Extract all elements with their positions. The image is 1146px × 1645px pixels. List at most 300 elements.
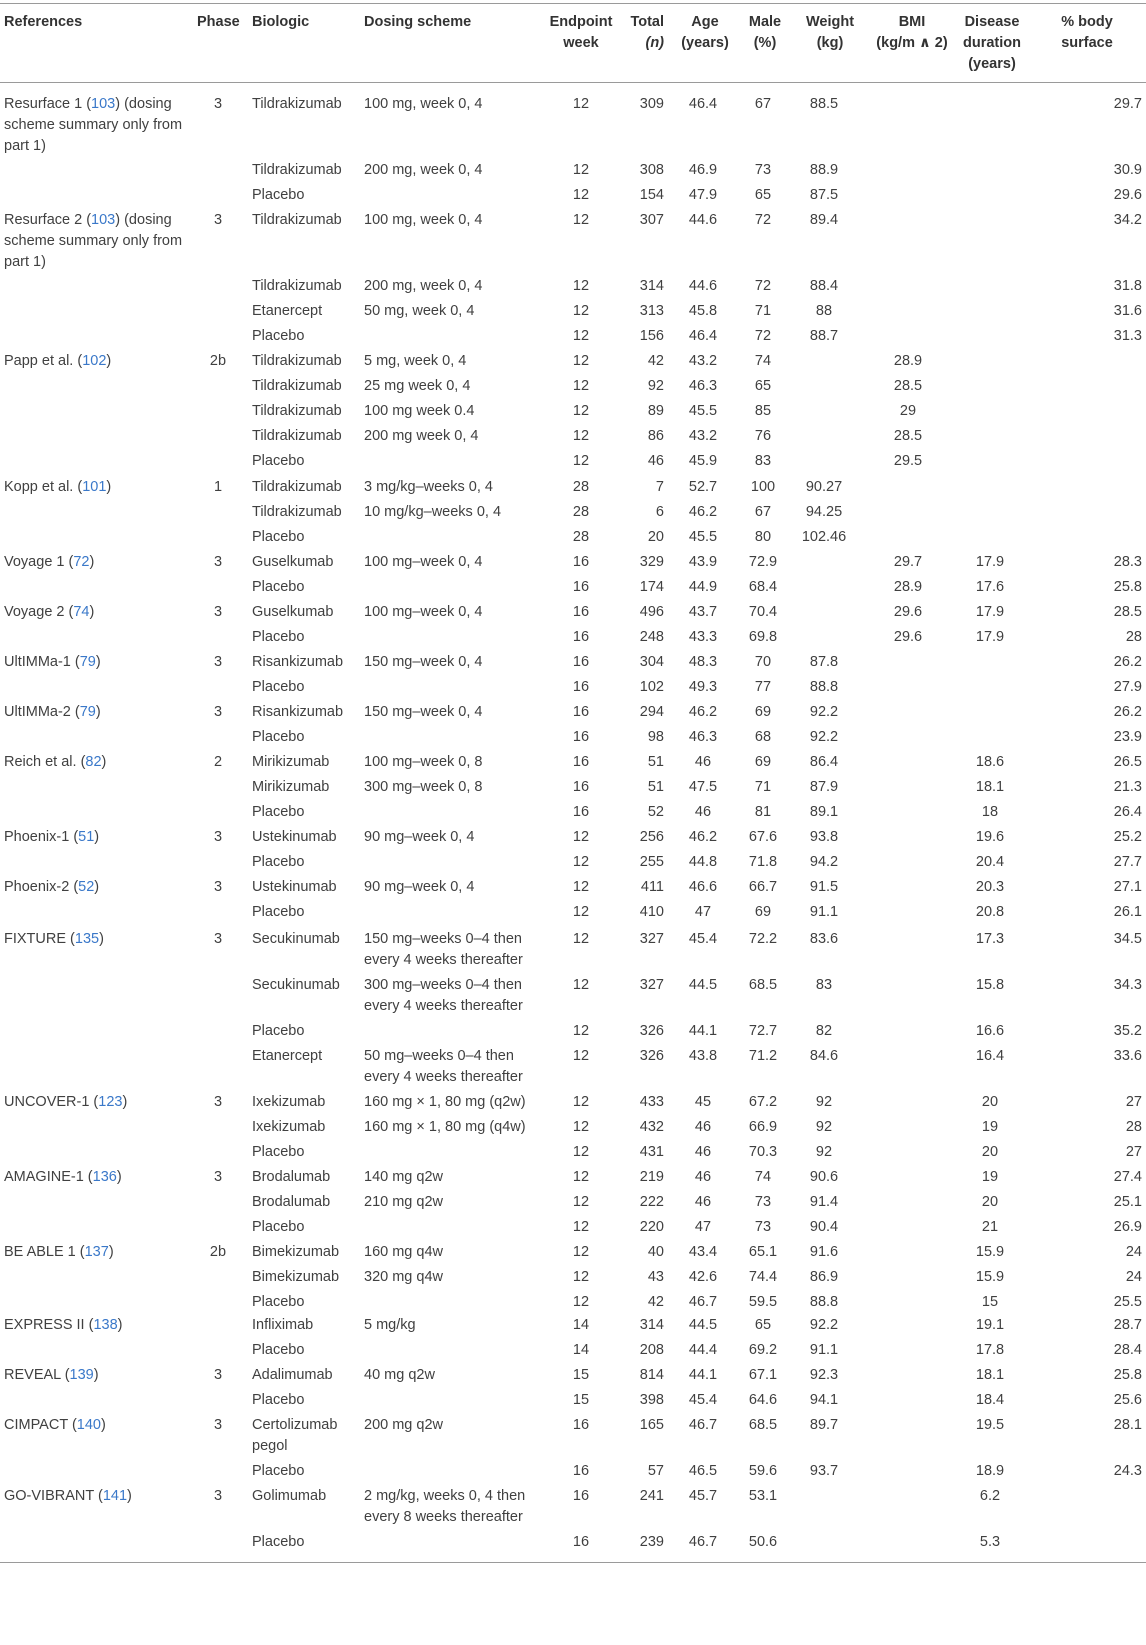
- cell-age: 47: [694, 1219, 712, 1235]
- cell-endpoint-week: 28: [572, 529, 590, 545]
- cell-reference: [4, 1415, 194, 1436]
- cell-age: 43.2: [688, 353, 718, 369]
- citation-link[interactable]: 101: [82, 479, 107, 495]
- cell-age: 43.8: [688, 1048, 718, 1064]
- cell-phase: 1: [213, 479, 223, 495]
- cell-total: 239: [639, 1534, 664, 1550]
- header-duration-line1: Disease: [964, 14, 1020, 30]
- cell-male: 100: [750, 479, 776, 495]
- cell-dosing: 50 mg, week 0, 4: [364, 303, 475, 319]
- cell-dosing: 140 mg q2w: [364, 1169, 443, 1185]
- cell-biologic: Tildrakizumab: [252, 428, 342, 444]
- header-references: References: [4, 14, 83, 30]
- cell-total: 52: [647, 804, 664, 820]
- cell-weight: 90.4: [809, 1219, 839, 1235]
- cell-endpoint-week: 12: [572, 977, 590, 993]
- cell-duration: 18.4: [975, 1392, 1005, 1408]
- cell-weight: 92: [815, 1119, 833, 1135]
- cell-bmi: 29.7: [893, 554, 923, 570]
- cell-endpoint-week: 12: [572, 1144, 590, 1160]
- cell-male: 77: [754, 679, 772, 695]
- cell-bsa: 24.3: [1113, 1463, 1142, 1479]
- cell-age: 45.9: [688, 453, 718, 469]
- reference-suffix: ): [100, 1417, 106, 1433]
- cell-reference: [4, 1315, 194, 1336]
- citation-link[interactable]: 137: [84, 1244, 109, 1260]
- cell-total: 154: [639, 187, 664, 203]
- header-duration: [956, 12, 1028, 75]
- cell-endpoint-week: 12: [572, 353, 590, 369]
- header-duration-line3: (years): [968, 56, 1016, 72]
- cell-endpoint-week: 16: [572, 579, 590, 595]
- cell-bsa: 21.3: [1113, 779, 1142, 795]
- cell-endpoint-week: 12: [572, 931, 590, 947]
- cell-bsa: 25.5: [1113, 1294, 1142, 1310]
- cell-male: 72: [754, 212, 772, 228]
- citation-link[interactable]: 103: [91, 96, 116, 112]
- cell-biologic: Placebo: [252, 1534, 305, 1550]
- cell-weight: 88: [815, 303, 833, 319]
- cell-total: 98: [647, 729, 664, 745]
- cell-bsa: 26.2: [1113, 654, 1142, 670]
- reference-suffix: ): [95, 654, 101, 670]
- cell-age: 44.1: [688, 1023, 718, 1039]
- cell-age: 46: [694, 804, 712, 820]
- cell-endpoint-week: 16: [572, 729, 590, 745]
- cell-male: 53.1: [748, 1488, 778, 1504]
- cell-male: 72: [754, 278, 772, 294]
- cell-male: 67.2: [748, 1094, 778, 1110]
- cell-total: 219: [639, 1169, 664, 1185]
- cell-age: 46: [694, 1144, 712, 1160]
- cell-male: 73: [754, 162, 772, 178]
- table-bottom-rule: [0, 1562, 1146, 1563]
- cell-age: 44.6: [688, 212, 718, 228]
- reference-suffix: ): [106, 353, 112, 369]
- cell-total: 42: [647, 1294, 664, 1310]
- cell-dosing: 160 mg × 1, 80 mg (q4w): [364, 1119, 526, 1135]
- cell-total: 89: [647, 403, 664, 419]
- cell-endpoint-week: 12: [572, 428, 590, 444]
- cell-bmi: 28.5: [893, 378, 923, 394]
- cell-bmi: 29: [899, 403, 917, 419]
- cell-biologic: Risankizumab: [252, 654, 344, 670]
- cell-weight: 102.46: [801, 529, 847, 545]
- cell-endpoint-week: 15: [572, 1367, 590, 1383]
- cell-duration: 20.8: [975, 904, 1005, 920]
- cell-bmi: 28.9: [893, 579, 923, 595]
- citation-link[interactable]: 141: [102, 1488, 128, 1504]
- cell-dosing: 25 mg week 0, 4: [364, 378, 471, 394]
- cell-total: 432: [639, 1119, 664, 1135]
- cell-duration: 5.3: [979, 1534, 1001, 1550]
- cell-biologic: Mirikizumab: [252, 754, 330, 770]
- cell-bsa: 28.4: [1113, 1342, 1142, 1358]
- cell-male: 68.4: [748, 579, 778, 595]
- citation-link[interactable]: 74: [73, 604, 90, 620]
- header-weight-line1: Weight: [805, 14, 855, 30]
- cell-male: 71: [754, 779, 772, 795]
- cell-total: 433: [639, 1094, 664, 1110]
- cell-duration: 15.9: [975, 1269, 1005, 1285]
- cell-age: 46.6: [688, 879, 718, 895]
- cell-biologic: Bimekizumab: [252, 1269, 340, 1285]
- cell-total: 248: [639, 629, 664, 645]
- cell-total: 814: [639, 1367, 664, 1383]
- cell-biologic: Guselkumab: [252, 604, 334, 620]
- cell-weight: 94.1: [809, 1392, 839, 1408]
- cell-duration: 18: [981, 804, 999, 820]
- reference-suffix: ): [99, 931, 104, 947]
- cell-age: 45.8: [688, 303, 718, 319]
- cell-biologic: Adalimumab: [252, 1367, 333, 1383]
- cell-total: 92: [647, 378, 664, 394]
- cell-bsa: 34.3: [1113, 977, 1142, 993]
- citation-link[interactable]: 103: [91, 212, 116, 228]
- citation-link[interactable]: 139: [69, 1367, 94, 1383]
- cell-reference: [4, 702, 194, 723]
- reference-suffix: ): [94, 879, 100, 895]
- citation-link[interactable]: 136: [92, 1169, 117, 1185]
- cell-duration: 17.9: [975, 629, 1005, 645]
- reference-suffix: ): [89, 554, 95, 570]
- cell-male: 70.3: [748, 1144, 778, 1160]
- cell-weight: 89.1: [809, 804, 839, 820]
- cell-duration: 19.5: [975, 1417, 1005, 1433]
- cell-reference: [4, 827, 194, 848]
- cell-male: 74: [754, 353, 772, 369]
- cell-age: 43.2: [688, 428, 718, 444]
- cell-total: 241: [639, 1488, 664, 1504]
- cell-bsa: 25.8: [1113, 1367, 1142, 1383]
- cell-endpoint-week: 12: [572, 278, 590, 294]
- cell-male: 69.2: [748, 1342, 778, 1358]
- cell-dosing: 200 mg q2w: [364, 1417, 443, 1433]
- cell-duration: 17.8: [975, 1342, 1005, 1358]
- citation-link[interactable]: 79: [79, 654, 96, 670]
- cell-weight: 91.1: [809, 904, 839, 920]
- cell-male: 67: [754, 96, 772, 112]
- cell-phase: 3: [213, 931, 223, 947]
- cell-duration: 16.6: [975, 1023, 1005, 1039]
- cell-biologic: Placebo: [252, 854, 305, 870]
- cell-male: 71.2: [748, 1048, 778, 1064]
- reference-suffix: ): [93, 1367, 99, 1383]
- cell-endpoint-week: 12: [572, 162, 590, 178]
- cell-dosing: 90 mg–week 0, 4: [364, 829, 475, 845]
- cell-total: 314: [639, 278, 664, 294]
- cell-biologic: Tildrakizumab: [252, 479, 342, 495]
- cell-total: 256: [639, 829, 664, 845]
- cell-weight: 92: [815, 1144, 833, 1160]
- cell-total: 255: [639, 854, 664, 870]
- cell-bmi: 28.5: [893, 428, 923, 444]
- header-endpoint-line2: week: [563, 35, 599, 51]
- reference-suffix: ): [127, 1488, 132, 1504]
- cell-total: 304: [639, 654, 664, 670]
- cell-dosing: 40 mg q2w: [364, 1367, 435, 1383]
- cell-endpoint-week: 12: [572, 1194, 590, 1210]
- table-top-rule: [0, 3, 1146, 4]
- cell-age: 44.8: [688, 854, 718, 870]
- cell-male: 73: [754, 1194, 772, 1210]
- reference-text: Papp et al. (: [4, 353, 83, 369]
- cell-dosing: 160 mg q4w: [364, 1244, 443, 1260]
- cell-duration: 15.9: [975, 1244, 1005, 1260]
- cell-endpoint-week: 12: [572, 1269, 590, 1285]
- cell-biologic: Placebo: [252, 1023, 305, 1039]
- citation-link[interactable]: 52: [78, 879, 95, 895]
- cell-total: 308: [639, 162, 664, 178]
- cell-bsa: 26.1: [1113, 904, 1142, 920]
- cell-biologic: Mirikizumab: [252, 779, 330, 795]
- cell-weight: 94.2: [809, 854, 839, 870]
- cell-reference: [4, 552, 194, 573]
- cell-age: 45.4: [688, 931, 718, 947]
- cell-male: 67: [754, 504, 772, 520]
- cell-bsa: 25.1: [1113, 1194, 1142, 1210]
- reference-text: Voyage 2 (: [4, 604, 74, 620]
- cell-biologic: Placebo: [252, 729, 305, 745]
- cell-endpoint-week: 16: [572, 554, 590, 570]
- header-weight: [798, 12, 862, 54]
- cell-endpoint-week: 12: [572, 1048, 590, 1064]
- reference-text: Kopp et al. (: [4, 479, 83, 495]
- citation-link[interactable]: 140: [76, 1417, 101, 1433]
- cell-duration: 19.6: [975, 829, 1005, 845]
- cell-endpoint-week: 12: [572, 1094, 590, 1110]
- citation-link[interactable]: 82: [85, 754, 102, 770]
- cell-weight: 86.9: [809, 1269, 839, 1285]
- cell-bsa: 27.1: [1113, 879, 1142, 895]
- cell-male: 70: [754, 654, 772, 670]
- cell-endpoint-week: 12: [572, 378, 590, 394]
- cell-age: 45: [694, 1094, 712, 1110]
- cell-duration: 18.6: [975, 754, 1005, 770]
- cell-age: 46.3: [688, 378, 718, 394]
- cell-endpoint-week: 15: [572, 1392, 590, 1408]
- table-header-rule: [0, 82, 1146, 83]
- cell-biologic: Etanercept: [252, 303, 323, 319]
- reference-suffix: ): [116, 1169, 122, 1185]
- cell-biologic: Ixekizumab: [252, 1094, 326, 1110]
- cell-bsa: 28: [1125, 1119, 1142, 1135]
- cell-male: 65: [754, 187, 772, 203]
- cell-duration: 17.9: [975, 554, 1005, 570]
- cell-weight: 83.6: [809, 931, 839, 947]
- cell-age: 44.5: [688, 977, 718, 993]
- cell-phase: 3: [213, 654, 223, 670]
- cell-phase: 3: [213, 604, 223, 620]
- cell-biologic: Placebo: [252, 579, 305, 595]
- cell-bsa: 31.6: [1113, 303, 1142, 319]
- cell-total: 40: [647, 1244, 664, 1260]
- cell-male: 50.6: [748, 1534, 778, 1550]
- cell-bsa: 24: [1125, 1269, 1142, 1285]
- cell-reference: [4, 929, 194, 950]
- cell-male: 68.5: [748, 977, 778, 993]
- cell-duration: 19: [981, 1119, 999, 1135]
- header-age-line2: (years): [681, 35, 729, 51]
- cell-biologic: Tildrakizumab: [252, 403, 342, 419]
- cell-total: 6: [655, 504, 664, 520]
- cell-weight: 92.2: [809, 729, 839, 745]
- cell-duration: 15.8: [975, 977, 1005, 993]
- cell-male: 74: [754, 1169, 772, 1185]
- cell-weight: 83: [815, 977, 833, 993]
- cell-bsa: 29.6: [1113, 187, 1142, 203]
- cell-age: 44.9: [688, 579, 718, 595]
- cell-reference: [4, 1092, 194, 1113]
- cell-bsa: 26.2: [1113, 704, 1142, 720]
- reference-text: AMAGINE-1 (: [4, 1169, 93, 1185]
- cell-reference: [4, 877, 194, 898]
- cell-male: 81: [754, 804, 772, 820]
- cell-age: 47: [694, 904, 712, 920]
- cell-duration: 17.3: [975, 931, 1005, 947]
- cell-bsa: 26.9: [1113, 1219, 1142, 1235]
- cell-total: 326: [639, 1048, 664, 1064]
- cell-reference: [4, 1242, 194, 1263]
- cell-male: 71.8: [748, 854, 778, 870]
- cell-male: 80: [754, 529, 772, 545]
- cell-male: 59.6: [748, 1463, 778, 1479]
- cell-duration: 20: [981, 1094, 999, 1110]
- cell-duration: 17.6: [975, 579, 1005, 595]
- citation-link[interactable]: 102: [82, 353, 107, 369]
- cell-dosing: 5 mg, week 0, 4: [364, 353, 467, 369]
- cell-endpoint-week: 16: [572, 604, 590, 620]
- cell-phase: 3: [213, 879, 223, 895]
- reference-text: EXPRESS II (: [4, 1317, 94, 1333]
- cell-age: 46: [694, 1169, 712, 1185]
- cell-endpoint-week: 12: [572, 879, 590, 895]
- cell-bsa: 31.8: [1113, 278, 1142, 294]
- cell-male: 65.1: [748, 1244, 778, 1260]
- cell-total: 327: [639, 977, 664, 993]
- cell-dosing: 150 mg–week 0, 4: [364, 654, 483, 670]
- header-total-line2: (n): [645, 35, 664, 51]
- cell-weight: 93.7: [809, 1463, 839, 1479]
- header-duration-line2: duration: [963, 35, 1021, 51]
- cell-male: 74.4: [748, 1269, 778, 1285]
- cell-weight: 90.27: [805, 479, 843, 495]
- cell-phase: 3: [213, 554, 223, 570]
- cell-age: 45.7: [688, 1488, 718, 1504]
- cell-dosing: 100 mg, week 0, 4: [364, 212, 483, 228]
- cell-endpoint-week: 12: [572, 303, 590, 319]
- reference-text: Voyage 1 (: [4, 554, 74, 570]
- cell-male: 67.1: [748, 1367, 778, 1383]
- cell-age: 46.9: [688, 162, 718, 178]
- cell-phase: 3: [213, 1417, 223, 1433]
- cell-bsa: 23.9: [1113, 729, 1142, 745]
- cell-dosing: 200 mg, week 0, 4: [364, 162, 483, 178]
- cell-weight: 86.4: [809, 754, 839, 770]
- cell-age: 49.3: [688, 679, 718, 695]
- header-endpoint-line1: Endpoint: [549, 14, 613, 30]
- citation-link[interactable]: 138: [93, 1317, 118, 1333]
- cell-bsa: 26.5: [1113, 754, 1142, 770]
- cell-duration: 15: [981, 1294, 999, 1310]
- cell-bsa: 27: [1125, 1144, 1142, 1160]
- cell-endpoint-week: 16: [572, 1463, 590, 1479]
- cell-reference: [4, 351, 194, 372]
- citation-link[interactable]: 51: [78, 829, 95, 845]
- cell-bsa: 27.9: [1113, 679, 1142, 695]
- cell-reference: [4, 1167, 194, 1188]
- cell-total: 307: [639, 212, 664, 228]
- cell-phase: 3: [213, 212, 223, 228]
- cell-bmi: 29.5: [893, 453, 923, 469]
- cell-age: 43.3: [688, 629, 718, 645]
- cell-total: 398: [639, 1392, 664, 1408]
- cell-bsa: 34.5: [1113, 931, 1142, 947]
- cell-endpoint-week: 12: [572, 96, 590, 112]
- cell-total: 314: [639, 1317, 664, 1333]
- citation-link[interactable]: 135: [74, 931, 100, 947]
- reference-text: BE ABLE 1 (: [4, 1244, 85, 1260]
- cell-reference: [4, 477, 194, 498]
- cell-weight: 91.1: [809, 1342, 839, 1358]
- cell-total: 327: [639, 931, 664, 947]
- cell-age: 46: [694, 1119, 712, 1135]
- cell-weight: 91.5: [809, 879, 839, 895]
- cell-weight: 88.9: [809, 162, 839, 178]
- cell-weight: 92.3: [809, 1367, 839, 1383]
- cell-biologic: Placebo: [252, 629, 305, 645]
- cell-weight: 87.8: [809, 654, 839, 670]
- cell-total: 43: [647, 1269, 664, 1285]
- cell-bsa: 28: [1125, 629, 1142, 645]
- cell-biologic: Tildrakizumab: [252, 278, 342, 294]
- cell-biologic: Placebo: [252, 904, 305, 920]
- cell-dosing: 300 mg–weeks 0–4 then every 4 weeks thereafter: [364, 977, 523, 1014]
- cell-biologic: Brodalumab: [252, 1194, 331, 1210]
- cell-bsa: 25.2: [1113, 829, 1142, 845]
- cell-biologic: Bimekizumab: [252, 1244, 340, 1260]
- cell-phase: 3: [213, 704, 223, 720]
- cell-biologic: Placebo: [252, 453, 305, 469]
- cell-biologic: Tildrakizumab: [252, 378, 342, 394]
- header-bmi-line2: (kg/m ∧ 2): [876, 35, 948, 51]
- header-male: [742, 12, 788, 54]
- citation-link[interactable]: 72: [73, 554, 90, 570]
- cell-reference: [4, 210, 194, 273]
- cell-total: 326: [639, 1023, 664, 1039]
- reference-suffix: ): [122, 1094, 128, 1110]
- reference-suffix: ): [89, 604, 95, 620]
- cell-biologic: Ustekinumab: [252, 829, 337, 845]
- cell-phase: 2: [213, 754, 223, 770]
- cell-dosing: 320 mg q4w: [364, 1269, 443, 1285]
- cell-weight: 87.5: [809, 187, 839, 203]
- cell-male: 67.6: [748, 829, 778, 845]
- header-bsa-line2: surface: [1061, 35, 1113, 51]
- cell-bsa: 25.6: [1113, 1392, 1142, 1408]
- reference-suffix: ) (dosing scheme summary only from part 1): [4, 212, 183, 270]
- cell-male: 65: [754, 1317, 772, 1333]
- cell-biologic: Secukinumab: [252, 931, 340, 947]
- cell-male: 68: [754, 729, 772, 745]
- cell-dosing: 300 mg–week 0, 8: [364, 779, 483, 795]
- cell-male: 72.7: [748, 1023, 778, 1039]
- citation-link[interactable]: 79: [79, 704, 96, 720]
- cell-duration: 16.4: [975, 1048, 1005, 1064]
- cell-age: 44.1: [688, 1367, 718, 1383]
- citation-link[interactable]: 123: [98, 1094, 123, 1110]
- reference-text: Resurface 2 (: [4, 212, 92, 228]
